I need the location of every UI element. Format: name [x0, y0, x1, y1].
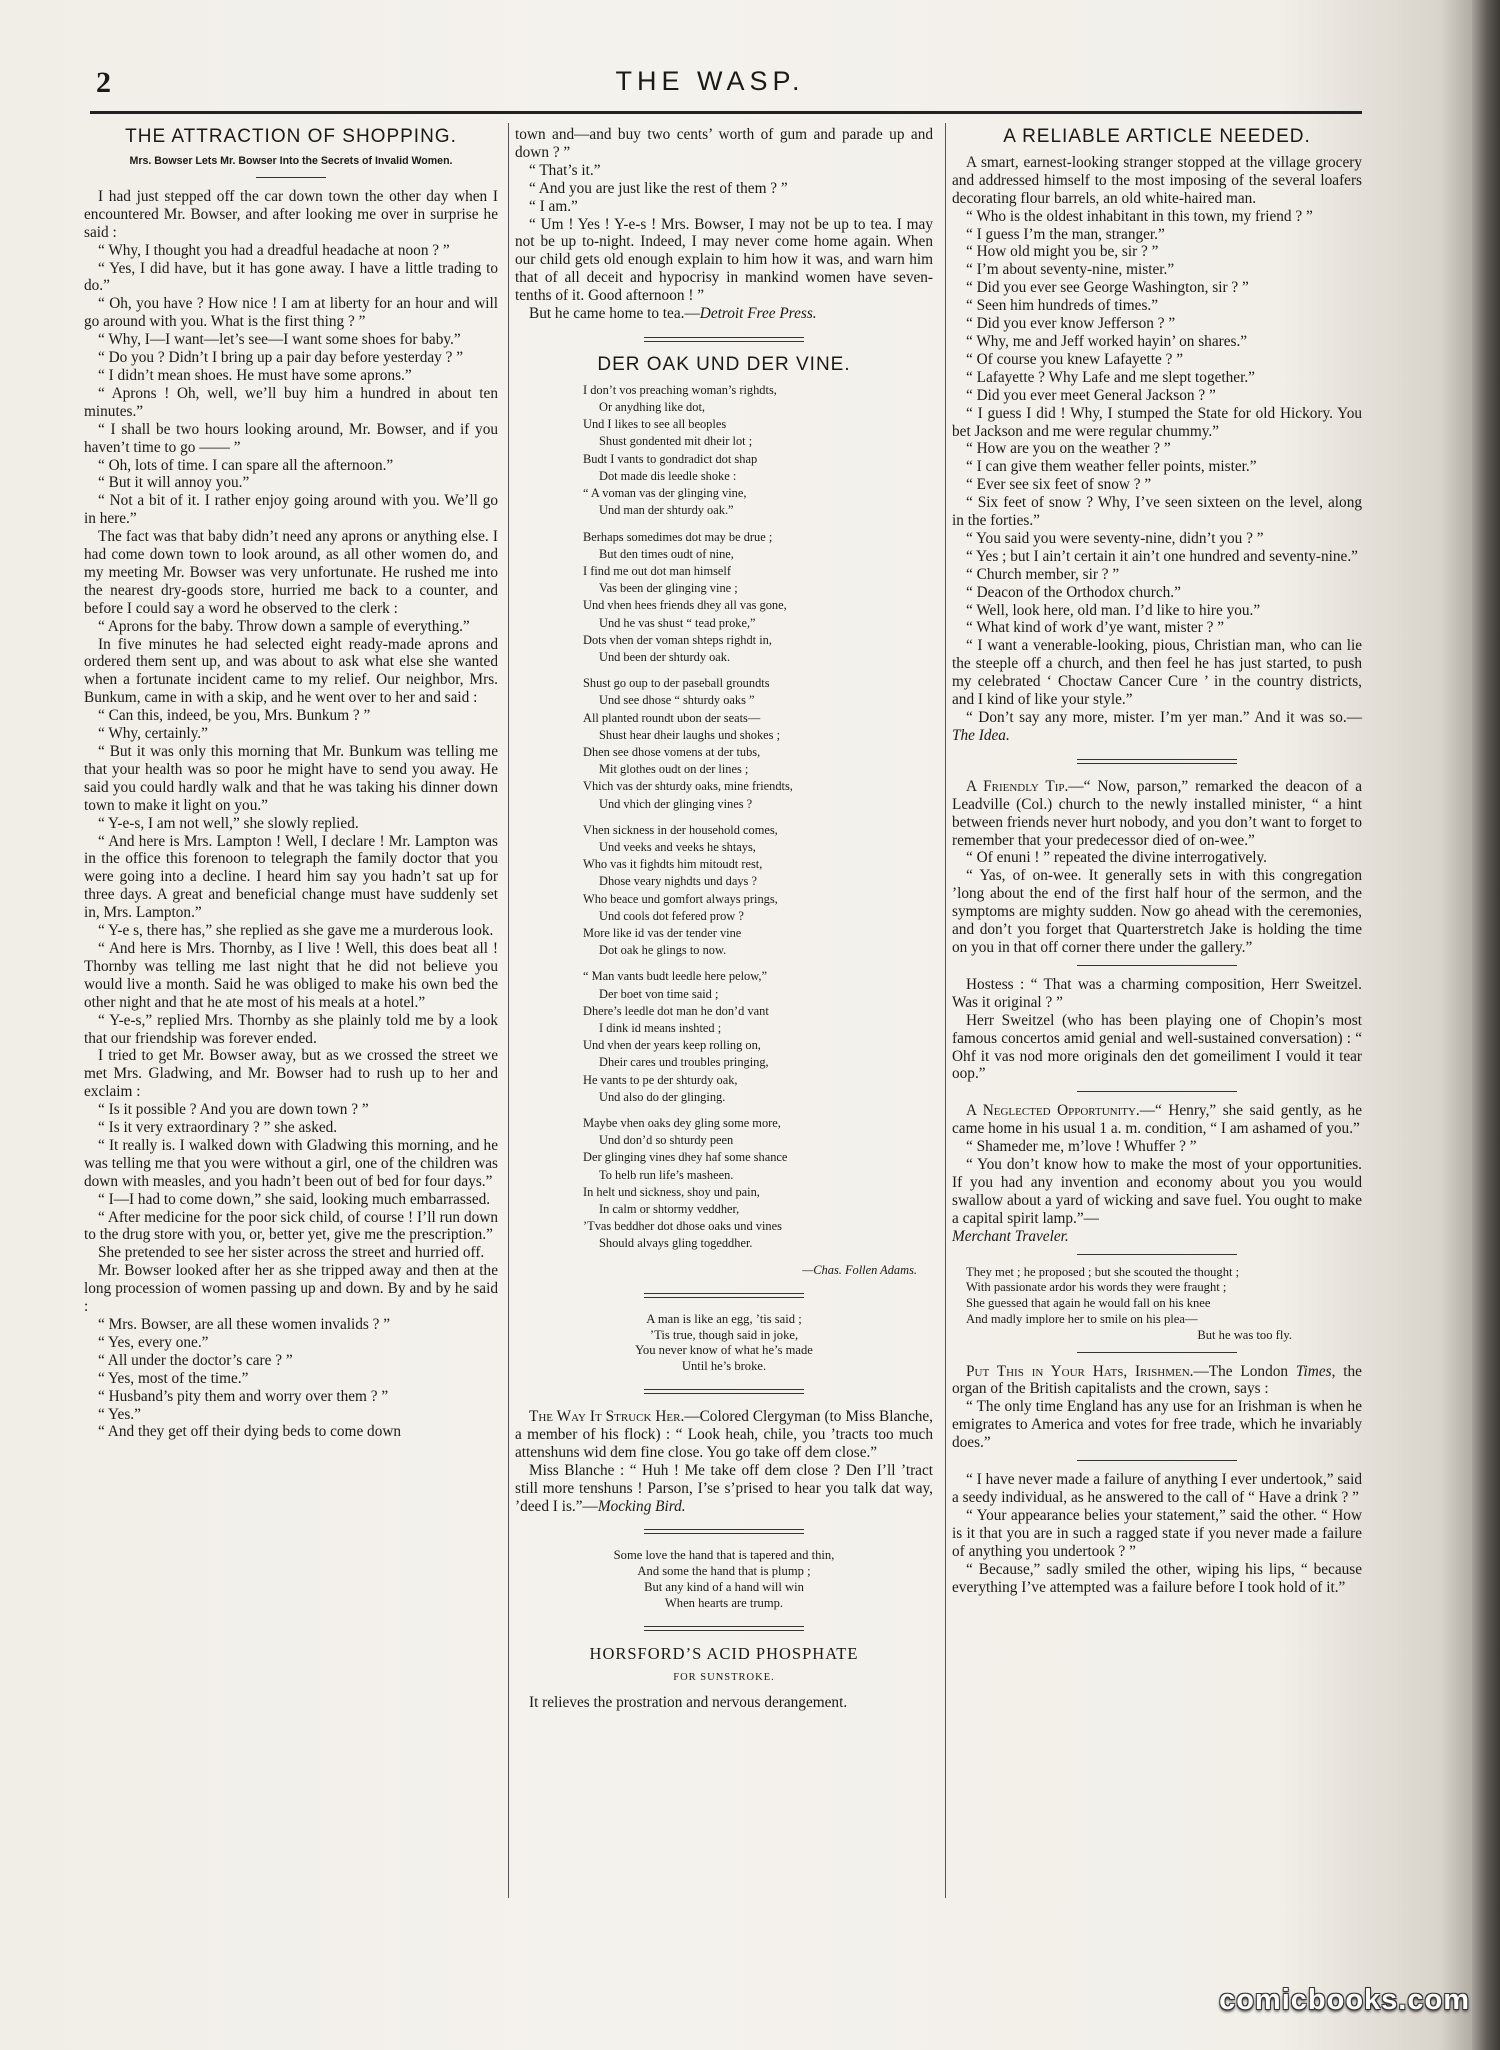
verse-line: And some the hand that is plump ;: [637, 1564, 811, 1579]
paragraph: “ Who is the oldest inhabitant in this town, my friend ? ”: [966, 207, 1313, 225]
watermark: comicbooks.com: [1219, 1984, 1470, 2016]
paragraph: “ Yas, of on-wee. It generally sets in with this congregation ’long about the end of the first half hour of the sermon, and the symptoms are mighty sudden. Now go ahead with the ceremonies, and don’t you forget that Quarterstretch Jake is holding the time on you in that off corner there under the gallery.”: [952, 867, 1362, 956]
paragraph: “ I guess I did ! Why, I stumped the State for old Hickory. You bet Jackson and me were regular chummy.”: [952, 404, 1362, 440]
friendly-tip-body: [952, 849, 1362, 956]
poem-line: I dink id means inshted ;: [599, 1020, 722, 1035]
paragraph: “ Ever see six feet of snow ? ”: [966, 476, 1152, 494]
column-left: [84, 126, 498, 1441]
paragraph: Miss Blanche : “ Huh ! Me take off dem close ? Den I’ll ’tract still more tenshuns ! Parson, I’se s’prised to hear you talk dat way, ’deed I is.”—Mocking Bird.: [515, 1461, 933, 1515]
paragraph: “ I didn’t mean shoes. He must have some aprons.”: [98, 366, 412, 384]
paragraph: “ Don’t say any more, mister. I’m yer man.” And it was so.—The Idea.: [952, 709, 1362, 744]
verse-line: Some love the hand that is tapered and thin,: [613, 1548, 835, 1563]
poem-line: Mit glothes oudt on der lines ;: [599, 762, 749, 777]
paragraph: “ Mrs. Bowser, are all these women invalids ? ”: [98, 1316, 391, 1333]
poem-line: Und cools dot fefered prow ?: [599, 908, 744, 923]
poem-line: Dot made dis leedle shoke :: [599, 468, 737, 483]
paragraph: “ You don’t know how to make the most of your opportunities. If you had any invention and economy about you you would swallow about a yard of wicking and save fuel. You ought to make a capital spirit lamp.”—: [952, 1156, 1362, 1227]
verse-line: A man is like an egg, ’tis said ;: [646, 1311, 802, 1326]
paragraph: “ Why, I—I want—let’s see—I want some shoes for baby.”: [98, 331, 461, 349]
poem-line: More like id vas der tender vine: [583, 925, 742, 940]
paragraph: “ I want a venerable-looking, pious, Christian man, who can lie the steeple off a church, and then feel he has just started, to push my celebrated ‘ Choctaw Cancer Cure ’ in the country districts, and I kind of like your style.”: [952, 637, 1362, 709]
paragraph: “ Yes ; but I ain’t certain it ain’t one hundred and seventy-nine.”: [966, 547, 1358, 565]
source-credit: The Idea.: [952, 726, 1010, 744]
poem-line: I don’t vos preaching woman’s righdts,: [583, 382, 777, 397]
poem-line: Shust go oup to der paseball groundts: [583, 676, 770, 691]
page-number: 2: [96, 66, 111, 99]
paragraph: “ And here is Mrs. Lampton ! Well, I declare ! Mr. Lampton was in the office this forenoon to telegraph the family doctor that you were going into a decline. I heard him say you hadn’t sat up for three days. A great and beneficial change must have suddenly set in, Mrs. Lampton.”: [84, 832, 498, 922]
poem-line: Vhich vas der shturdy oaks, mine friendts,: [583, 779, 793, 794]
paragraph: “ Yes, most of the time.”: [98, 1369, 249, 1387]
poem-heading: DER OAK UND DER VINE.: [597, 353, 851, 375]
poem-line: Und been der shturdy oak.: [599, 649, 731, 664]
paragraph: Put This in Your Hats, Irishmen.—The London Times, the organ of the British capitalists and the crown, says :: [952, 1362, 1362, 1398]
paragraph: “ After medicine for the poor sick child, of course ! I’ll run down to the drug store with you, or, better yet, give me the prescription.”: [84, 1208, 498, 1244]
poem-line: Dhere’s leedle dot man he don’d vant: [583, 1003, 769, 1018]
paragraph: “ Six feet of snow ? Why, I’ve seen sixteen on the level, along in the forties.”: [952, 494, 1362, 530]
paragraph: “ Did you ever know Jefferson ? ”: [966, 315, 1176, 333]
paragraph: “ Of enuni ! ” repeated the divine interrogatively.: [966, 849, 1267, 867]
paragraph: “ Yes, every one.”: [98, 1333, 209, 1351]
paragraph: “ Lafayette ? Why Lafe and me slept together.”: [966, 368, 1255, 386]
paragraph: “ I can give them weather feller points, mister.”: [966, 458, 1257, 476]
paragraph: “ Shameder me, m’love ! Whuffer ? ”: [966, 1138, 1197, 1156]
paragraph: “ And they get off their dying beds to come down: [98, 1423, 402, 1441]
hostess-body: [952, 976, 1362, 1083]
paragraph: But he came home to tea.—Detroit Free Press.: [529, 305, 817, 323]
source-credit: Mocking Bird.: [597, 1497, 686, 1515]
poem-line: But den times oudt of nine,: [599, 546, 734, 561]
poem-line: Dhose veary nighdts und days ?: [599, 874, 757, 889]
paragraph: “ Seen him hundreds of times.”: [966, 297, 1159, 315]
article-body: [952, 154, 1362, 709]
poem-line: I find me out dot man himself: [583, 563, 731, 578]
short-rule: [1077, 1460, 1237, 1461]
poem-line: Und don’d so shturdy peen: [599, 1133, 734, 1148]
paragraph: “ And here is Mrs. Thornby, as I live ! Well, this does beat all ! Thornby was telling me last night that he did not believe you would live a month. Said he was obliged to make his own bed the other night and that he ate most of his meals at a hotel.”: [84, 939, 498, 1011]
poem-line: Berhaps somedimes dot may be drue ;: [583, 529, 773, 544]
poem-line: Und vhich der glinging vines ?: [599, 796, 753, 811]
verse-line: She guessed that again he would fall on his knee: [966, 1296, 1211, 1311]
verse-line: Until he’s broke.: [681, 1359, 767, 1374]
paragraph: “ Can this, indeed, be you, Mrs. Bunkum ? ”: [98, 707, 371, 725]
item-lead: Put This in Your Hats, Irishmen.: [966, 1362, 1194, 1380]
paragraph: She pretended to see her sister across the street and hurried off.: [98, 1244, 485, 1262]
hand-verse: [515, 1548, 933, 1611]
paragraph: “ You said you were seventy-nine, didn’t you ? ”: [966, 529, 1264, 547]
poem: [583, 382, 933, 1253]
section-rule: [644, 1389, 804, 1394]
poem-line: Dhen see dhose vomens at der tubs,: [583, 744, 761, 759]
paragraph: “ Yes, I did have, but it has gone away. I have a little trading to do.”: [84, 259, 498, 295]
paragraph: “ Aprons ! Oh, well, we’ll buy him a hundred in about ten minutes.”: [84, 384, 498, 420]
verse-line: You never know of what he’s made: [635, 1343, 813, 1358]
paragraph: “ Because,” sadly smiled the other, wiping his lips, “ because everything I’ve attempted was a failure before I took hold of it.”: [952, 1560, 1362, 1596]
poem-line: Und I likes to see all beoples: [583, 417, 727, 432]
running-head-title: THE WASP.: [615, 66, 805, 96]
section-rule: [644, 337, 804, 342]
paragraph: “ Church member, sir ? ”: [966, 565, 1120, 583]
paragraph: “ I guess I’m the man, stranger.”: [966, 225, 1165, 243]
poem-line: Dot oak he glings to now.: [599, 943, 727, 958]
paragraph: “ Did you ever see George Washington, sir ? ”: [966, 279, 1249, 297]
paragraph: A smart, earnest-looking stranger stopped at the village grocery and addressed himself to the most imposing of the several loafers decorating flour barrels, an old white-haired man.: [952, 153, 1362, 207]
poem-stanza: [583, 382, 933, 520]
poem-line: In calm or shtormy veddher,: [599, 1202, 740, 1217]
paragraph: “ Y-e-s, I am not well,” she slowly replied.: [98, 814, 359, 832]
paragraph: “ Why, certainly.”: [98, 725, 208, 743]
paragraph: “ Oh, you have ? How nice ! I am at liberty for an hour and will go around with you. What is the first thing ? ”: [84, 295, 498, 331]
paragraph: The Way It Struck Her.—Colored Clergyman (to Miss Blanche, a member of his flock) : “ Look heah, chile, you ’tracts too much attenshuns wid dem fine close. You go take off dem close.”: [515, 1408, 934, 1461]
paragraph: “ How are you on the weather ? ”: [966, 440, 1171, 458]
item-lead: The Way It Struck Her.: [529, 1408, 685, 1426]
column-divider: [508, 123, 509, 1898]
paragraph: “ Yes.”: [98, 1405, 141, 1423]
paragraph: “ That’s it.”: [529, 161, 601, 179]
paragraph: “ Not a bit of it. I rather enjoy going around with you. We’ll go in here.”: [84, 492, 498, 528]
egg-verse: [515, 1312, 933, 1375]
poem-line: Und vhen der years keep rolling on,: [583, 1038, 761, 1053]
poem-line: To helb run life’s masheen.: [599, 1167, 734, 1182]
paragraph: “ Did you ever meet General Jackson ? ”: [966, 386, 1216, 404]
poem-author: —Chas. Follen Adams.: [802, 1262, 917, 1277]
paragraph: “ Aprons for the baby. Throw down a sample of everything.”: [98, 617, 470, 635]
paragraph: “ I’m about seventy-nine, mister.”: [966, 261, 1175, 279]
paragraph: town and—and buy two cents’ worth of gum and parade up and down ? ”: [515, 126, 933, 161]
verse-line: With passionate ardor his words they were fraught ;: [966, 1280, 1227, 1295]
paragraph: “ It really is. I walked down with Gladwing this morning, and he was telling me that you were without a girl, one of the children was down with measles, and you hadn’t been out of bed for four days.”: [84, 1136, 498, 1190]
poem-line: All planted roundt ubon der seats—: [583, 710, 761, 725]
paragraph: “ Why, me and Jeff worked hayin’ on shares.”: [966, 332, 1248, 350]
short-rule: [1077, 1254, 1237, 1255]
verse-line: And madly implore her to smile on his plea—: [966, 1311, 1198, 1326]
poem-line: Der glinging vines dhey haf some shance: [583, 1150, 788, 1165]
paragraph: “ The only time England has any use for an Irishman is when he emigrates to America and votes for free trade, which he invariably does.”: [952, 1398, 1362, 1452]
column-divider: [945, 123, 946, 1898]
poem-stanza: [583, 675, 933, 813]
poem-stanza: [583, 822, 933, 960]
poem-line: Who vas it fighdts him mitoudt rest,: [583, 857, 763, 872]
page-binding-edge: [1472, 0, 1500, 2050]
paragraph: “ I—I had to come down,” she said, looking much embarrassed.: [98, 1190, 491, 1208]
paragraph: “ Y-e-s,” replied Mrs. Thornby as she plainly told me by a look that our friendship was forever ended.: [84, 1011, 498, 1047]
poem-stanza: [583, 968, 933, 1106]
poem-line: ’Tvas beddher dot dhose oaks und vines: [583, 1219, 782, 1234]
paragraph: “ I am.”: [529, 197, 578, 215]
short-rule: [256, 177, 326, 178]
neglect-body: [952, 1138, 1362, 1228]
article-subheading: Mrs. Bowser Lets Mr. Bowser Into the Secrets of Invalid Women.: [129, 154, 453, 167]
paragraph: “ How old might you be, sir ? ”: [966, 243, 1159, 261]
poem-stanza: [583, 1115, 933, 1253]
paragraph: [952, 1228, 1362, 1246]
header-rule: [90, 111, 1362, 114]
poem-line: Und man der shturdy oak.”: [599, 503, 734, 518]
article-heading: THE ATTRACTION OF SHOPPING.: [125, 126, 457, 147]
met-verse: [966, 1265, 1362, 1328]
paragraph: “ Y-e s, there has,” she replied as she gave me a murderous look.: [98, 922, 494, 940]
item-lead: A Friendly Tip.: [966, 777, 1069, 795]
poem-line: Und vhen hees friends dhey all vas gone,: [583, 598, 787, 613]
paragraph: The fact was that baby didn’t need any aprons or anything else. I had come down town to look around, as all other women do, and my meeting Mr. Bowser was very unfortunate. He rushed me into the nearest dry-goods store, hurried me back to a counter, and before I could say a word he observed to the clerk :: [84, 528, 498, 617]
paragraph: “ But it will annoy you.”: [98, 474, 250, 492]
advertisement-text: It relieves the prostration and nervous derangement.: [529, 1694, 848, 1712]
paragraph: “ Your appearance belies your statement,” said the other. “ How is it that you are in such a ragged state if you never made a failure of anything you undertook ? ”: [952, 1506, 1362, 1560]
verse-line: When hearts are trump.: [664, 1595, 784, 1610]
short-rule: [1077, 1091, 1237, 1092]
paragraph: Mr. Bowser looked after her as she tripped away and then at the long procession of women passing up and down. By and by he said :: [84, 1262, 498, 1316]
paragraph: “ Oh, lots of time. I can spare all the afternoon.”: [98, 456, 394, 474]
advertisement-title: HORSFORD’S ACID PHOSPHATE: [589, 1643, 859, 1663]
paragraph: “ I have never made a failure of anything I ever undertook,” said a seedy individual, as he answered to the call of “ Have a drink ? ”: [952, 1471, 1362, 1506]
column-middle: [515, 126, 933, 1712]
poem-line: Vhen sickness in der household comes,: [583, 822, 778, 837]
paragraph: “ Is it very extraordinary ? ” she asked.: [98, 1119, 338, 1137]
paragraph: Herr Sweitzel (who has been playing one of Chopin’s most famous concertos amid genial and well-sustained conversation) : “ Ohf it vas nod more originals den det gomeiliment I vould it tear oop.”: [952, 1011, 1362, 1083]
failure-body: [952, 1471, 1362, 1596]
poem-line: Should alvays gling togeddher.: [599, 1236, 753, 1251]
paragraph: Hostess : “ That was a charming composition, Herr Sweitzel. Was it original ? ”: [952, 975, 1362, 1011]
paragraph: “ Do you ? Didn’t I bring up a pair day before yesterday ? ”: [98, 349, 464, 367]
poem-line: Und he vas shust “ tead proke,”: [599, 615, 756, 630]
poem-line: Or anydhing like dot,: [599, 400, 705, 415]
poem-line: Und see dhose “ shturdy oaks ”: [599, 693, 755, 708]
paragraph: “ Well, look here, old man. I’d like to hire you.”: [966, 601, 1261, 619]
advertisement-subtitle: FOR SUNSTROKE.: [673, 1671, 775, 1683]
paragraph: A Friendly Tip.—“ Now, parson,” remarked the deacon of a Leadville (Col.) church to the newly installed minister, “ a hint between friends never hurt nobody, and you don’t want to forget to remember that your predecessor died of on-wee.”: [952, 777, 1362, 849]
verse-line: ’Tis true, though said in joke,: [649, 1327, 799, 1342]
paragraph: “ But it was only this morning that Mr. Bunkum was telling me that your health was so poor he might have to send you away. He said you could hardly walk and that he was taking his dinner down town to make it light on you.”: [84, 743, 498, 814]
section-rule: [1077, 759, 1237, 764]
poem-line: Shust gondented mit dheir lot ;: [599, 434, 753, 449]
poem-line: He vants to pe der shturdy oak,: [583, 1072, 738, 1087]
poem-line: Shust hear dheir laughs und shokes ;: [599, 727, 781, 742]
poem-line: Who beace und gomfort always prings,: [583, 891, 778, 906]
poem-line: “ A voman vas der glinging vine,: [583, 486, 747, 501]
paragraph: “ Of course you knew Lafayette ? ”: [966, 350, 1184, 368]
column-right: [952, 126, 1362, 1596]
poem-line: Dots vhen der voman shteps righdt in,: [583, 632, 772, 647]
section-rule: [644, 1293, 804, 1298]
paragraph: A Neglected Opportunity.—“ Henry,” she said gently, as he came home in his usual 1 a. m. condition, “ I am ashamed of you.”: [952, 1102, 1362, 1138]
paragraph: I had just stepped off the car down town the other day when I encountered Mr. Bowser, and after looking me over in surprise he said :: [84, 187, 498, 241]
paragraph: “ Why, I thought you had a dreadful headache at noon ? ”: [98, 241, 450, 259]
article-body: [84, 188, 498, 1441]
short-rule: [1077, 1352, 1237, 1353]
paragraph: “ I shall be two hours looking around, Mr. Bowser, and if you haven’t time to go —— ”: [84, 420, 498, 456]
paragraph: “ And you are just like the rest of them ? ”: [529, 179, 788, 197]
verse-line: But any kind of a hand will win: [644, 1580, 804, 1595]
source-credit: Detroit Free Press.: [699, 305, 817, 323]
short-rule: [1077, 965, 1237, 966]
item-lead: A Neglected Opportunity.: [966, 1102, 1140, 1120]
poem-line: Budt I vants to gondradict dot shap: [583, 451, 758, 466]
paragraph: In five minutes he had selected eight ready-made aprons and ordered them sent up, and was about to ask what else she wanted when a fortunate incident came to my relief. Our neighbor, Mrs. Bunkum, came in with a skip, and he went over to her and said :: [84, 635, 498, 707]
poem-line: “ Man vants budt leedle here pelow,”: [583, 969, 767, 984]
section-rule: [644, 1626, 804, 1631]
paragraph: “ Um ! Yes ! Y-e-s ! Mrs. Bowser, I may not be up to tea. I may not be up to-night. Indeed, I may never come home again. When our child gets old enough explain to him how it was, and warn him that of all deceit and hypocrisy in mankind women have seven-tenths of it. Good afternoon ! ”: [515, 215, 933, 305]
poem-line: In helt und sickness, shoy und pain,: [583, 1184, 760, 1199]
continued-article: [515, 126, 933, 305]
section-rule: [644, 1529, 804, 1534]
poem-line: Dheir cares und troubles pringing,: [599, 1055, 769, 1070]
article-heading: A RELIABLE ARTICLE NEEDED.: [1003, 126, 1311, 147]
poem-line: Vas been der glinging vine ;: [599, 581, 738, 596]
source-credit: Merchant Traveler.: [952, 1227, 1069, 1245]
poem-line: Und veeks and veeks he shtays,: [599, 839, 756, 854]
poem-line: Maybe vhen oaks dey gling some more,: [583, 1116, 781, 1130]
paragraph: “ What kind of work d’ye want, mister ? ”: [966, 619, 1224, 637]
poem-line: Und also do der glinging.: [599, 1089, 726, 1104]
poem-line: Der boet von time said ;: [599, 986, 719, 1001]
paragraph: “ Deacon of the Orthodox church.”: [966, 583, 1181, 601]
verse-line: They met ; he proposed ; but she scouted the thought ;: [966, 1264, 1240, 1279]
paragraph: I tried to get Mr. Bowser away, but as we crossed the street we met Mrs. Gladwing, and Mr. Bowser had to rush up to her and exclaim :: [84, 1047, 498, 1101]
paragraph: “ All under the doctor’s care ? ”: [98, 1351, 293, 1369]
poem-stanza: [583, 529, 933, 667]
paragraph: “ Husband’s pity them and worry over them ? ”: [98, 1387, 389, 1405]
paragraph: “ Is it possible ? And you are down town ? ”: [98, 1101, 369, 1119]
met-verse-last-line: But he was too fly.: [1197, 1327, 1292, 1342]
